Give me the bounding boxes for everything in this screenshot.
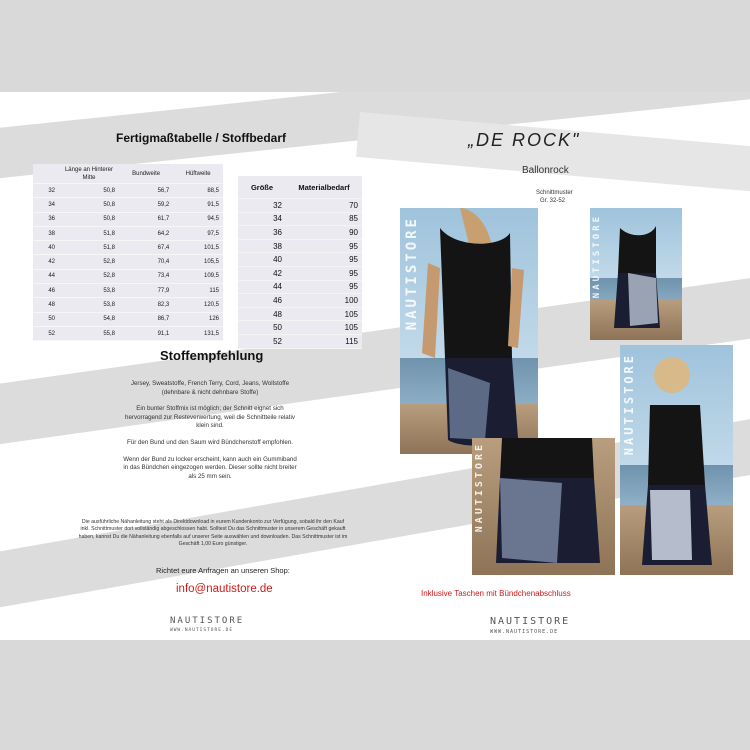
text-line: hervorragend zur Resteverwertung, weil die Schnittteile relativ	[125, 413, 295, 421]
table-cell: 51,8	[59, 241, 119, 255]
table-cell: 101,5	[173, 241, 223, 255]
table-cell: 52	[33, 326, 59, 340]
table-cell: 55,8	[59, 326, 119, 340]
table-cell: 91,5	[173, 198, 223, 212]
table-cell: 95	[286, 266, 362, 280]
instructions-text	[54, 519, 372, 549]
table-cell: 90	[286, 226, 362, 240]
table-cell: 95	[286, 239, 362, 253]
text-line: Wenn der Bund zu locker erscheint, kann auch ein Gummiband	[123, 455, 297, 463]
table-row	[238, 280, 362, 294]
table-cell: 70	[286, 199, 362, 213]
text-line: (dehnbare & nicht dehnbare Stoffe)	[161, 388, 259, 396]
model-photo-main	[400, 208, 538, 454]
header-cell: Länge an Hinterer Mitte	[59, 164, 119, 184]
photo-watermark: NAUTISTORE	[474, 442, 485, 533]
table-header-row	[238, 176, 362, 199]
fabric-text	[60, 380, 360, 481]
product-subtitle: Ballonrock	[522, 165, 569, 176]
table-cell: 105,5	[173, 255, 223, 269]
contact-label: Richtet eure Anfragen an unseren Shop:	[156, 566, 290, 575]
table-cell: 34	[238, 212, 286, 226]
text-line: in das Bündchen eingezogen werden. Dieser sollte nicht breiter	[123, 464, 297, 472]
table-cell: 115	[286, 334, 362, 348]
table-row	[33, 212, 223, 226]
table-cell: 52,8	[59, 269, 119, 283]
table-cell: 82,3	[119, 298, 173, 312]
table-cell: 32	[33, 184, 59, 198]
table-cell: 42	[33, 255, 59, 269]
table-header-row	[33, 164, 223, 184]
table-row	[33, 298, 223, 312]
table-cell: 44	[238, 280, 286, 294]
table-cell: 105	[286, 321, 362, 335]
nautistore-logo: NAUTISTORE	[170, 616, 245, 626]
table-cell: 61,7	[119, 212, 173, 226]
text-line: Geschäft 1,00 Euro günstiger.	[178, 541, 248, 548]
table-row	[238, 239, 362, 253]
table-cell: 77,9	[119, 284, 173, 298]
table-cell: 46	[238, 294, 286, 308]
nautistore-url: WWW.NAUTISTORE.DE	[490, 629, 559, 635]
table-cell: 95	[286, 280, 362, 294]
table-cell: 91,1	[119, 326, 173, 340]
table-row	[238, 226, 362, 240]
table-cell: 42	[238, 266, 286, 280]
table-row	[33, 269, 223, 283]
header-cell: Größe	[238, 176, 286, 199]
table-cell: 109,5	[173, 269, 223, 283]
table-cell: 48	[238, 307, 286, 321]
table-cell: 36	[238, 226, 286, 240]
text-line: inkl. Schnittmuster dort vollständig abgeschlossen habt. Solltest Du das Schnittmuster in unserem Geschäft gekauft	[80, 526, 346, 533]
table-cell: 52,8	[59, 255, 119, 269]
email-link[interactable]: info@nautistore.de	[176, 583, 273, 595]
table-row	[33, 226, 223, 240]
header-cell: Bundweite	[119, 164, 173, 184]
skirt-detail-photo	[472, 438, 615, 575]
text-line: Für den Bund und den Saum wird Bündchenstoff empfohlen.	[126, 438, 294, 446]
table-cell: 54,8	[59, 312, 119, 326]
text-line: Ein bunter Stoffmix ist möglich; der Schnitt eignet sich	[136, 405, 284, 413]
table-cell: 53,8	[59, 284, 119, 298]
table-cell: 40	[238, 253, 286, 267]
table-cell: 46	[33, 284, 59, 298]
table-cell: 44	[33, 269, 59, 283]
fabric-recommendation-title: Stoffempfehlung	[160, 348, 264, 363]
table-cell: 50,8	[59, 212, 119, 226]
photo-watermark: NAUTISTORE	[404, 216, 420, 331]
table-cell: 50	[238, 321, 286, 335]
table-row	[238, 307, 362, 321]
table-cell: 88,5	[173, 184, 223, 198]
table-cell: 53,8	[59, 298, 119, 312]
photo-watermark: NAUTISTORE	[592, 214, 602, 299]
table-row	[238, 212, 362, 226]
table-cell: 97,5	[173, 226, 223, 240]
material-table	[238, 176, 362, 349]
size-table-title: Fertigmaßtabelle / Stoffbedarf	[116, 131, 287, 145]
table-cell: 85	[286, 212, 362, 226]
table-cell: 64,2	[119, 226, 173, 240]
table-cell: 48	[33, 298, 59, 312]
table-row	[238, 253, 362, 267]
table-cell: 95	[286, 253, 362, 267]
header-cell	[33, 164, 59, 184]
table-cell: 126	[173, 312, 223, 326]
table-row	[33, 326, 223, 340]
table-cell: 115	[173, 284, 223, 298]
table-row	[33, 255, 223, 269]
table-cell: 67,4	[119, 241, 173, 255]
text-line: als 25 mm sein.	[188, 472, 232, 480]
table-row	[33, 198, 223, 212]
table-cell: 52	[238, 334, 286, 348]
table-cell: 38	[33, 226, 59, 240]
text-line: Die ausführliche Nähanleitung steht als Direktdownload in eurem Kundenkonto zur Verfügung, sobald ihr den Kauf	[81, 519, 345, 525]
table-cell: 73,4	[119, 269, 173, 283]
table-row	[238, 321, 362, 335]
table-cell: 105	[286, 307, 362, 321]
table-cell: 56,7	[119, 184, 173, 198]
measure-table	[33, 164, 223, 341]
table-cell: 120,5	[173, 298, 223, 312]
table-cell: 40	[33, 241, 59, 255]
nautistore-logo: NAUTISTORE	[490, 616, 571, 627]
table-cell: 50	[33, 312, 59, 326]
table-cell: 51,8	[59, 226, 119, 240]
table-row	[33, 312, 223, 326]
photo-watermark: NAUTISTORE	[622, 353, 636, 456]
header-cell: Materialbedarf	[286, 176, 362, 199]
table-row	[33, 284, 223, 298]
product-title: „DE ROCK"	[468, 130, 581, 150]
table-row	[238, 199, 362, 213]
table-row	[238, 266, 362, 280]
table-cell: 36	[33, 212, 59, 226]
table-row	[33, 241, 223, 255]
feature-caption: Inklusive Taschen mit Bündchenabschluss	[421, 589, 571, 598]
table-cell: 94,5	[173, 212, 223, 226]
table-cell: 34	[33, 198, 59, 212]
table-cell: 70,4	[119, 255, 173, 269]
text-line: klein sind.	[196, 422, 224, 430]
size-range: Gr. 32-52	[540, 198, 566, 204]
nautistore-url: WWW.NAUTISTORE.DE	[170, 628, 234, 633]
table-cell: 32	[238, 199, 286, 213]
pattern-label: Schnittmuster	[536, 190, 573, 196]
header-cell: Hüftweite	[173, 164, 223, 184]
table-row	[238, 334, 362, 348]
table-cell: 50,8	[59, 184, 119, 198]
text-line: Jersey, Sweatstoffe, French Terry, Cord, Jeans, Wollstoffe	[130, 380, 290, 387]
text-line: haben, kannst Du die Nähanleitung ebenfalls auf unserer Seite auswählen und downloaden. Das Schnittmuster ist im	[78, 533, 348, 540]
table-cell: 131,5	[173, 326, 223, 340]
table-cell: 100	[286, 294, 362, 308]
model-photo-front	[590, 208, 682, 340]
table-cell: 50,8	[59, 198, 119, 212]
table-row	[33, 184, 223, 198]
model-photo-back	[620, 345, 733, 575]
table-row	[238, 294, 362, 308]
table-cell: 38	[238, 239, 286, 253]
table-cell: 59,2	[119, 198, 173, 212]
table-cell: 86,7	[119, 312, 173, 326]
